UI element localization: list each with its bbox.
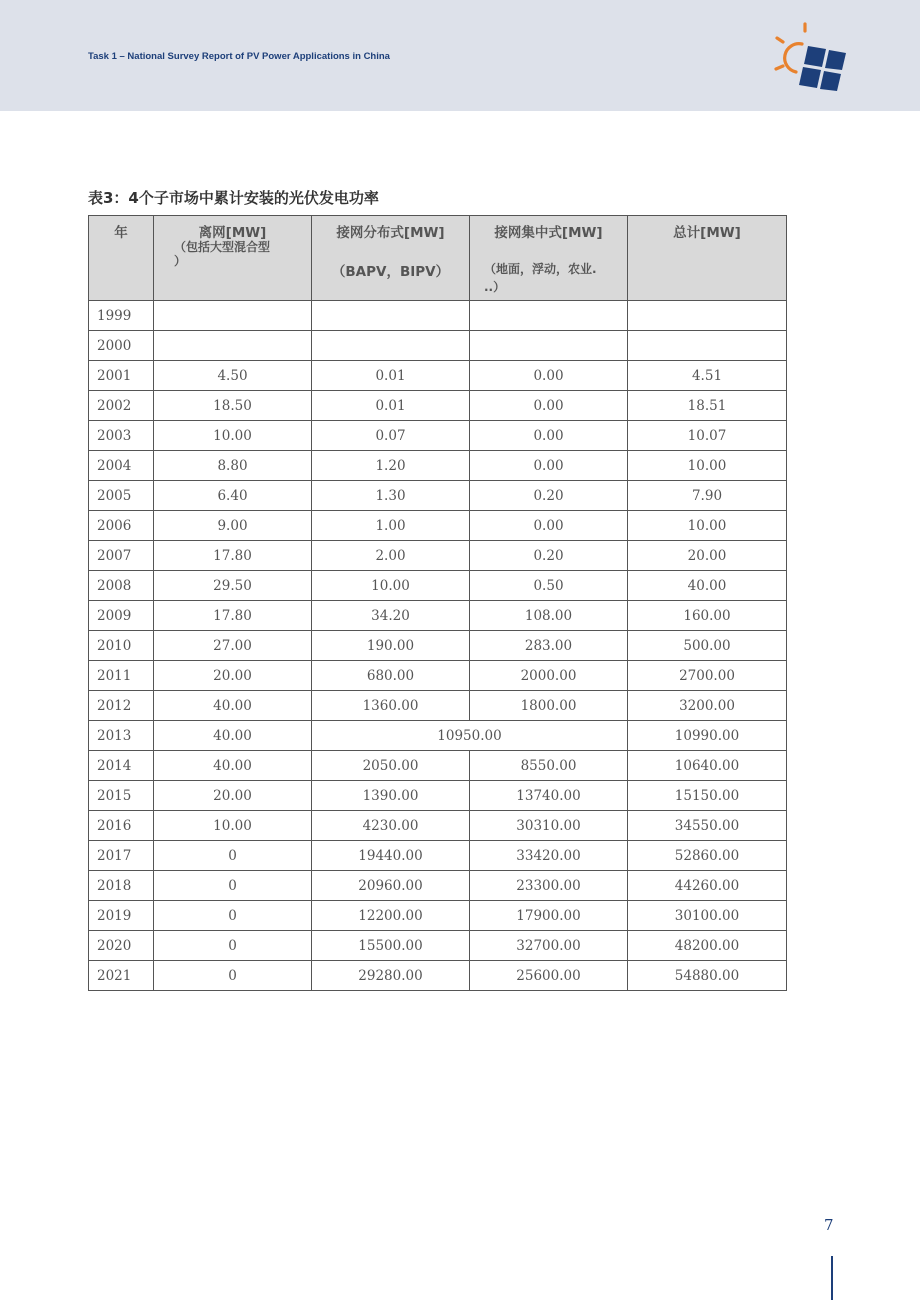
cell-total: 500.00 xyxy=(628,631,787,661)
cell-distributed: 1390.00 xyxy=(312,781,470,811)
cell-offgrid: 0 xyxy=(154,961,312,991)
cell-total: 10640.00 xyxy=(628,751,787,781)
cell-centralized: 8550.00 xyxy=(470,751,628,781)
cell-year: 2002 xyxy=(89,391,154,421)
table-row xyxy=(89,961,787,991)
cell-total xyxy=(628,301,787,331)
cell-offgrid xyxy=(154,331,312,361)
cell-year: 2020 xyxy=(89,931,154,961)
cell-offgrid: 0 xyxy=(154,901,312,931)
cell-year: 2015 xyxy=(89,781,154,811)
cell-offgrid: 40.00 xyxy=(154,691,312,721)
cell-offgrid: 8.80 xyxy=(154,451,312,481)
cell-total: 40.00 xyxy=(628,571,787,601)
page-header-band xyxy=(0,0,920,111)
table-row xyxy=(89,331,787,361)
cell-year: 2011 xyxy=(89,661,154,691)
cell-distributed: 10.00 xyxy=(312,571,470,601)
col-header-centralized: 接网集中式[MW] （地面，浮动，农业. ..） xyxy=(470,216,628,301)
cell-offgrid: 29.50 xyxy=(154,571,312,601)
cell-centralized: 0.00 xyxy=(470,511,628,541)
cell-centralized: 2000.00 xyxy=(470,661,628,691)
table-row xyxy=(89,811,787,841)
cell-offgrid: 18.50 xyxy=(154,391,312,421)
cell-centralized xyxy=(470,331,628,361)
cell-distributed: 20960.00 xyxy=(312,871,470,901)
col-header-year: 年 xyxy=(89,216,154,301)
cell-offgrid: 0 xyxy=(154,931,312,961)
table-row xyxy=(89,361,787,391)
cell-year: 2013 xyxy=(89,721,154,751)
cell-centralized: 0.00 xyxy=(470,451,628,481)
cell-total: 18.51 xyxy=(628,391,787,421)
cell-centralized: 0.20 xyxy=(470,541,628,571)
cell-year: 2004 xyxy=(89,451,154,481)
cell-total: 10.00 xyxy=(628,511,787,541)
cell-year: 2008 xyxy=(89,571,154,601)
cell-year: 2005 xyxy=(89,481,154,511)
table-row xyxy=(89,751,787,781)
cell-distributed: 2.00 xyxy=(312,541,470,571)
table-row xyxy=(89,451,787,481)
table-row xyxy=(89,571,787,601)
table-row xyxy=(89,841,787,871)
cell-centralized: 0.50 xyxy=(470,571,628,601)
cell-total: 10.07 xyxy=(628,421,787,451)
table-header-row xyxy=(89,216,787,301)
cell-distributed: 0.07 xyxy=(312,421,470,451)
table-row xyxy=(89,301,787,331)
table-row xyxy=(89,541,787,571)
table-row xyxy=(89,931,787,961)
table-row xyxy=(89,421,787,451)
cell-year: 2007 xyxy=(89,541,154,571)
table-row xyxy=(89,691,787,721)
cell-total: 160.00 xyxy=(628,601,787,631)
cell-total: 10990.00 xyxy=(628,721,787,751)
cumulative-pv-table xyxy=(88,215,787,991)
cell-offgrid xyxy=(154,301,312,331)
cell-distributed: 19440.00 xyxy=(312,841,470,871)
cell-centralized xyxy=(470,301,628,331)
cell-distributed: 1.30 xyxy=(312,481,470,511)
cell-centralized: 32700.00 xyxy=(470,931,628,961)
cell-offgrid: 9.00 xyxy=(154,511,312,541)
cell-centralized: 13740.00 xyxy=(470,781,628,811)
cell-year: 1999 xyxy=(89,301,154,331)
cell-centralized: 25600.00 xyxy=(470,961,628,991)
cell-offgrid: 20.00 xyxy=(154,781,312,811)
cell-centralized: 108.00 xyxy=(470,601,628,631)
page-number: 7 xyxy=(824,1216,834,1234)
cell-distributed: 2050.00 xyxy=(312,751,470,781)
cell-year: 2017 xyxy=(89,841,154,871)
table-row xyxy=(89,481,787,511)
cell-year: 2014 xyxy=(89,751,154,781)
cell-distributed xyxy=(312,331,470,361)
cell-distributed: 1360.00 xyxy=(312,691,470,721)
cell-total: 44260.00 xyxy=(628,871,787,901)
cell-total: 20.00 xyxy=(628,541,787,571)
cell-distributed: 4230.00 xyxy=(312,811,470,841)
cell-offgrid: 40.00 xyxy=(154,751,312,781)
cell-distributed: 34.20 xyxy=(312,601,470,631)
table-row xyxy=(89,721,787,751)
table-row xyxy=(89,871,787,901)
table-caption: 表3：4个子市场中累计安装的光伏发电功率 xyxy=(88,189,379,207)
cell-total: 54880.00 xyxy=(628,961,787,991)
cell-total: 34550.00 xyxy=(628,811,787,841)
cell-year: 2000 xyxy=(89,331,154,361)
sun-solar-panel-logo-icon xyxy=(772,22,854,94)
cell-total xyxy=(628,331,787,361)
page-edge-bar xyxy=(831,1256,833,1300)
cell-distributed: 0.01 xyxy=(312,361,470,391)
cell-total: 4.51 xyxy=(628,361,787,391)
cell-total: 48200.00 xyxy=(628,931,787,961)
cell-offgrid: 17.80 xyxy=(154,601,312,631)
cell-offgrid: 4.50 xyxy=(154,361,312,391)
cell-distributed: 1.20 xyxy=(312,451,470,481)
cell-distributed: 29280.00 xyxy=(312,961,470,991)
cell-centralized: 17900.00 xyxy=(470,901,628,931)
cell-offgrid: 20.00 xyxy=(154,661,312,691)
cell-centralized: 30310.00 xyxy=(470,811,628,841)
cell-distributed: 0.01 xyxy=(312,391,470,421)
cell-total: 7.90 xyxy=(628,481,787,511)
cell-total: 10.00 xyxy=(628,451,787,481)
cell-total: 52860.00 xyxy=(628,841,787,871)
cell-distributed: 190.00 xyxy=(312,631,470,661)
report-title: Task 1 – National Survey Report of PV Power Applications in China xyxy=(88,51,390,62)
table-row xyxy=(89,511,787,541)
cell-distributed: 15500.00 xyxy=(312,931,470,961)
cell-centralized: 0.20 xyxy=(470,481,628,511)
table-row xyxy=(89,661,787,691)
cell-year: 2010 xyxy=(89,631,154,661)
cell-year: 2019 xyxy=(89,901,154,931)
cell-offgrid: 40.00 xyxy=(154,721,312,751)
cell-offgrid: 10.00 xyxy=(154,421,312,451)
cell-year: 2021 xyxy=(89,961,154,991)
cell-offgrid: 0 xyxy=(154,871,312,901)
cell-offgrid: 6.40 xyxy=(154,481,312,511)
cell-distributed: 1.00 xyxy=(312,511,470,541)
cell-centralized: 33420.00 xyxy=(470,841,628,871)
cell-year: 2012 xyxy=(89,691,154,721)
cell-centralized: 0.00 xyxy=(470,421,628,451)
cell-centralized: 0.00 xyxy=(470,361,628,391)
cell-merged: 10950.00 xyxy=(312,721,628,751)
table-row xyxy=(89,601,787,631)
cell-total: 3200.00 xyxy=(628,691,787,721)
cell-year: 2016 xyxy=(89,811,154,841)
cell-total: 15150.00 xyxy=(628,781,787,811)
cell-centralized: 23300.00 xyxy=(470,871,628,901)
cell-total: 30100.00 xyxy=(628,901,787,931)
cell-distributed: 680.00 xyxy=(312,661,470,691)
table-row xyxy=(89,391,787,421)
cell-year: 2009 xyxy=(89,601,154,631)
cell-year: 2001 xyxy=(89,361,154,391)
cell-offgrid: 17.80 xyxy=(154,541,312,571)
cell-offgrid: 27.00 xyxy=(154,631,312,661)
col-header-distributed: 接网分布式[MW] （BAPV，BIPV） xyxy=(312,216,470,301)
cell-total: 2700.00 xyxy=(628,661,787,691)
cell-distributed: 12200.00 xyxy=(312,901,470,931)
cell-year: 2003 xyxy=(89,421,154,451)
cell-year: 2006 xyxy=(89,511,154,541)
cell-centralized: 283.00 xyxy=(470,631,628,661)
cell-offgrid: 0 xyxy=(154,841,312,871)
cell-centralized: 0.00 xyxy=(470,391,628,421)
cell-centralized: 1800.00 xyxy=(470,691,628,721)
cell-year: 2018 xyxy=(89,871,154,901)
table-row xyxy=(89,781,787,811)
table-row xyxy=(89,901,787,931)
col-header-total: 总计[MW] xyxy=(628,216,787,301)
cell-distributed xyxy=(312,301,470,331)
table-row xyxy=(89,631,787,661)
col-header-offgrid: 离网[MW] （包括大型混合型 ） xyxy=(154,216,312,301)
cell-offgrid: 10.00 xyxy=(154,811,312,841)
